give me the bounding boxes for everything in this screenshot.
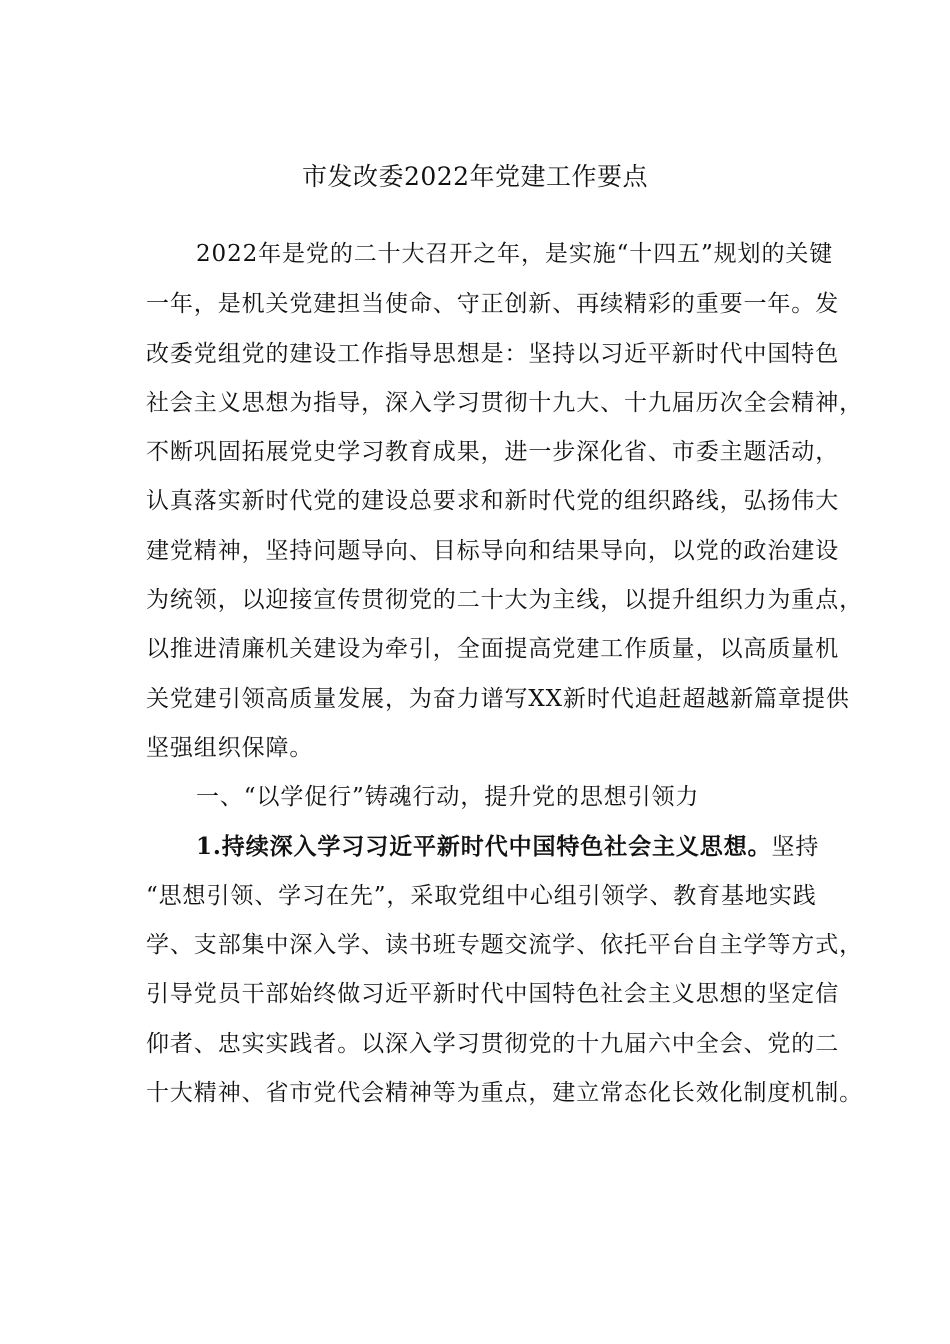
- intro-line: 以推进清廉机关建设为牵引，全面提高党建工作质量，以高质量机: [146, 636, 840, 662]
- item-lead-rest: 坚持: [771, 834, 820, 860]
- intro-line: 2022年是党的二十大召开之年，是实施“十四五”规划的关键: [196, 241, 834, 267]
- intro-line: 坚强组织保障。: [146, 735, 314, 761]
- item-first-line: [196, 827, 819, 867]
- item-line: 学、支部集中深入学、读书班专题交流学、依托平台自主学等方式，: [146, 932, 863, 958]
- item-line: 引导党员干部始终做习近平新时代中国特色社会主义思想的坚定信: [146, 981, 840, 1007]
- intro-line: 改委党组党的建设工作指导思想是：坚持以习近平新时代中国特色: [146, 341, 840, 367]
- intro-line: 认真落实新时代党的建设总要求和新时代党的组织路线，弘扬伟大: [146, 488, 840, 514]
- intro-line: 为统领，以迎接宣传贯彻党的二十大为主线，以提升组织力为重点，: [146, 587, 863, 613]
- intro-line: 一年，是机关党建担当使命、守正创新、再续精彩的重要一年。发: [146, 291, 840, 317]
- section-heading: 一、“以学促行”铸魂行动，提升党的思想引领力: [196, 784, 700, 810]
- item-line: “思想引领、学习在先”，采取党组中心组引领学、教育基地实践: [146, 883, 817, 909]
- intro-line: 不断巩固拓展党史学习教育成果，进一步深化省、市委主题活动，: [146, 439, 840, 465]
- item-bold-lead: 1.持续深入学习习近平新时代中国特色社会主义思想。: [196, 833, 772, 860]
- intro-line: 建党精神，坚持问题导向、目标导向和结果导向，以党的政治建设: [146, 538, 840, 564]
- intro-line: 社会主义思想为指导，深入学习贯彻十九大、十九届历次全会精神，: [146, 390, 863, 416]
- item-line: 十大精神、省市党代会精神等为重点，建立常态化长效化制度机制。: [146, 1080, 863, 1106]
- item-line: 仰者、忠实实践者。以深入学习贯彻党的十九届六中全会、党的二: [146, 1031, 840, 1057]
- document-title: 市发改委2022年党建工作要点: [301, 162, 649, 191]
- intro-line: 关党建引领高质量发展，为奋力谱写XX新时代追赶超越新篇章提供: [146, 686, 850, 712]
